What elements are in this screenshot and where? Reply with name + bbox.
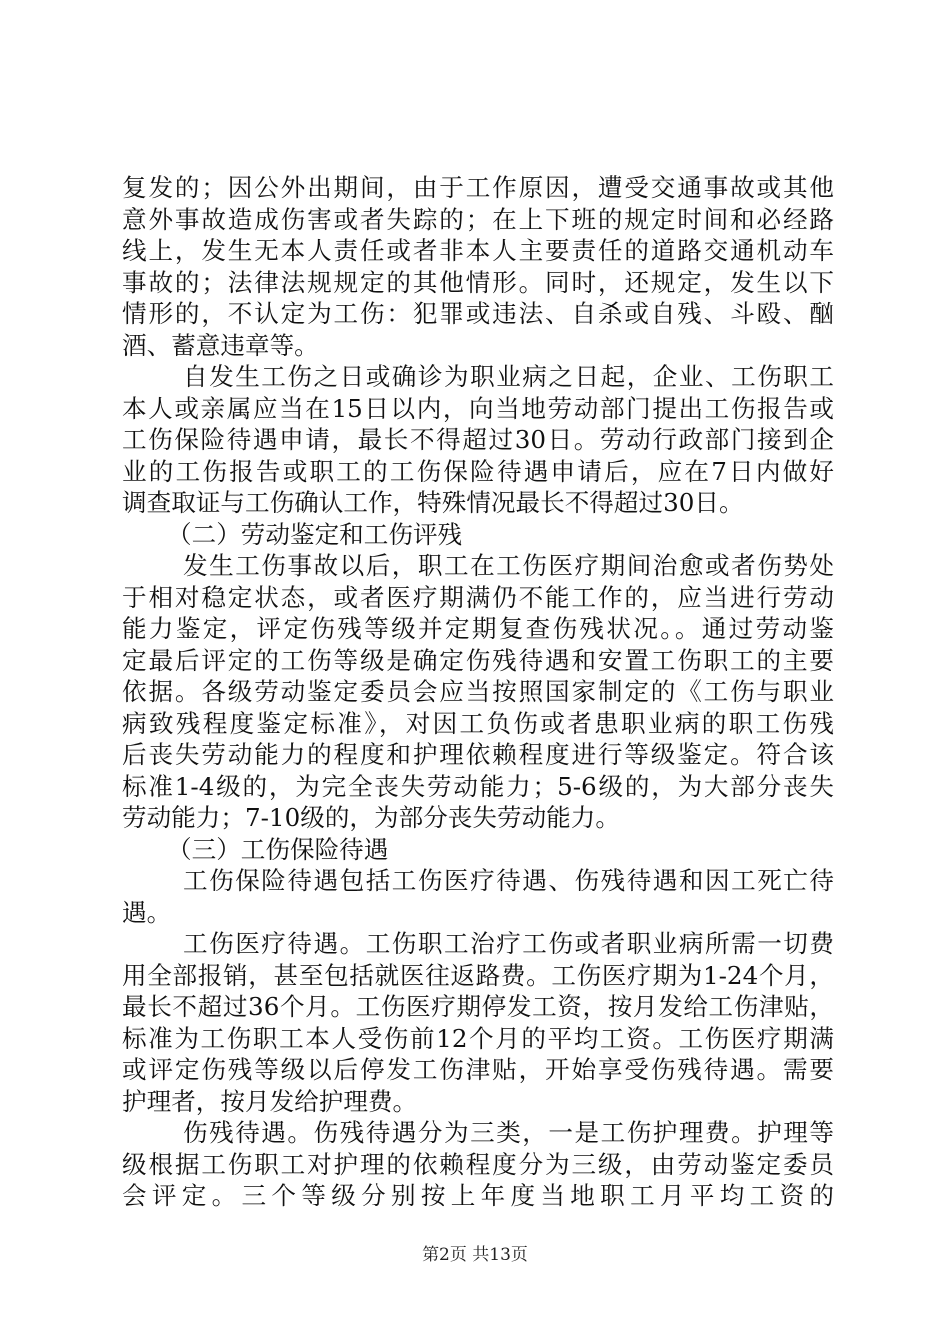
section-heading (122, 519, 834, 551)
section-heading (122, 834, 834, 866)
section-heading-text: （二）劳动鉴定和工伤评残 (167, 519, 463, 549)
text-line: 护理者，按月发给护理费。 (122, 1086, 418, 1116)
text-line: 标准1-4级的，为完全丧失劳动能力；5-6级的，为大部分丧失 (122, 771, 834, 801)
text-line: 后丧失劳动能力的程度和护理依赖程度进行等级鉴定。符合该 (122, 740, 834, 769)
text-line: 本人或亲属应当在15日以内，向当地劳动部门提出工伤报告或 (122, 393, 834, 423)
section-heading-text: （三）工伤保险待遇 (167, 834, 389, 864)
paragraph (122, 361, 834, 519)
text-line: 依据。各级劳动鉴定委员会应当按照国家制定的《工伤与职业 (122, 677, 834, 706)
text-line: 遇。 (122, 897, 172, 927)
text-line: 发生工伤事故以后，职工在工伤医疗期间治愈或者伤势处 (183, 551, 834, 580)
text-line: 用全部报销，甚至包括就医往返路费。工伤医疗期为1-24个月， (122, 960, 834, 990)
text-line: 酒、蓄意违章等。 (122, 330, 319, 360)
paragraph (122, 865, 834, 928)
text-line: 工伤保险待遇包括工伤医疗待遇、伤残待遇和因工死亡待 (183, 866, 834, 895)
text-line: 自发生工伤之日或确诊为职业病之日起，企业、工伤职工 (183, 362, 834, 391)
text-line: 情形的，不认定为工伤：犯罪或违法、自杀或自残、斗殴、酗 (122, 299, 834, 328)
text-line: 或评定伤残等级以后停发工伤津贴，开始享受伤残待遇。需要 (122, 1055, 834, 1084)
page-footer (0, 1244, 950, 1266)
text-line: 劳动能力；7-10级的，为部分丧失劳动能力。 (122, 803, 620, 832)
text-line: 工伤医疗待遇。工伤职工治疗工伤或者职业病所需一切费 (183, 929, 834, 958)
text-line: 事故的；法律法规规定的其他情形。同时，还规定，发生以下 (122, 267, 834, 297)
document-body (122, 172, 834, 1212)
text-line: 标准为工伤职工本人受伤前12个月的平均工资。工伤医疗期满 (122, 1023, 834, 1053)
text-line: 最长不超过36个月。工伤医疗期停发工资，按月发给工伤津贴， (122, 992, 834, 1021)
text-line: 线上，发生无本人责任或者非本人主要责任的道路交通机动车 (122, 236, 834, 265)
text-line: 定最后评定的工伤等级是确定伤残待遇和安置工伤职工的主要 (122, 645, 834, 675)
text-line: 会评定。三个等级分别按上年度当地职工月平均工资的 (122, 1181, 834, 1210)
text-line: 能力鉴定，评定伤残等级并定期复查伤残状况。。通过劳动鉴 (122, 614, 834, 643)
text-line: 工伤保险待遇申请，最长不得超过30日。劳动行政部门接到企 (122, 425, 834, 454)
paragraph (122, 928, 834, 1117)
paragraph (122, 172, 834, 361)
text-line: 复发的；因公外出期间，由于工作原因，遭受交通事故或其他 (122, 173, 834, 202)
text-line: 病致残程度鉴定标准》，对因工负伤或者患职业病的职工伤残 (122, 708, 834, 738)
text-line: 意外事故造成伤害或者失踪的；在上下班的规定时间和必经路 (122, 204, 834, 234)
text-line: 伤残待遇。伤残待遇分为三类，一是工伤护理费。护理等 (183, 1118, 834, 1147)
text-line: 业的工伤报告或职工的工伤保险待遇申请后，应在7日内做好 (122, 456, 834, 486)
paragraph (122, 550, 834, 834)
page-number: 第2页 共13页 (422, 1245, 528, 1265)
text-line: 于相对稳定状态，或者医疗期满仍不能工作的，应当进行劳动 (122, 582, 834, 612)
paragraph (122, 1117, 834, 1212)
text-line: 调查取证与工伤确认工作，特殊情况最长不得超过30日。 (122, 488, 744, 517)
text-line: 级根据工伤职工对护理的依赖程度分为三级，由劳动鉴定委员 (122, 1149, 834, 1179)
